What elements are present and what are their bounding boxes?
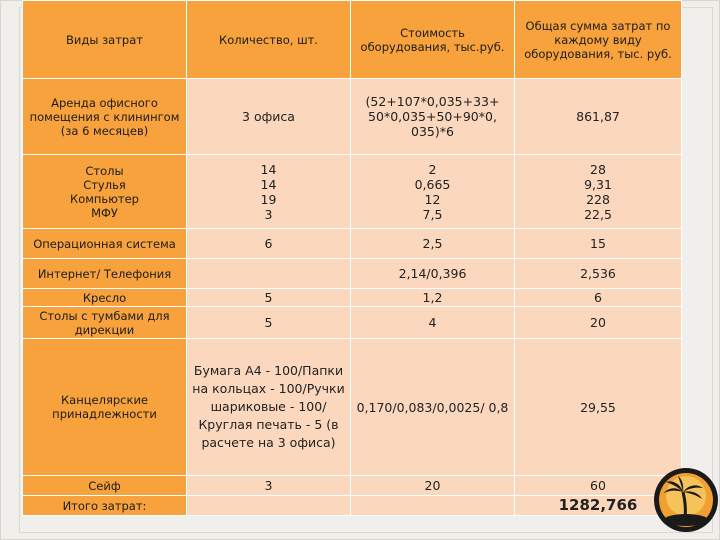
grand-total-label: Итого затрат: <box>23 496 187 516</box>
row-name: Канцелярские принадлежности <box>23 339 187 476</box>
row-name: Операционная система <box>23 229 187 259</box>
row-qty: 3 офиса <box>187 79 351 155</box>
row-cost: 2,5 <box>351 229 515 259</box>
row-total: 60 <box>515 476 682 496</box>
item-cost: 12 <box>424 191 441 207</box>
table-row <box>23 289 682 307</box>
item-cost: 7,5 <box>422 206 443 222</box>
row-qty: 5 <box>187 289 351 307</box>
grand-total-empty <box>187 496 351 516</box>
row-name: Кресло <box>23 289 187 307</box>
item-name: МФУ <box>91 205 118 220</box>
item-qty: 3 <box>264 206 273 222</box>
item-name: Стулья <box>83 177 126 192</box>
item-total: 22,5 <box>584 206 612 222</box>
item-cost: 0,665 <box>414 176 451 192</box>
item-total: 28 <box>590 161 606 177</box>
table-header-row <box>23 1 682 79</box>
table-row <box>23 229 682 259</box>
item-cost: 2 <box>428 161 437 177</box>
item-qty: 19 <box>260 191 277 207</box>
table-row <box>23 259 682 289</box>
row-qty: Бумага А4 - 100/Папки на кольцах - 100/Ручки шариковые - 100/Круглая печать - 5 (в расчете на 3 офиса) <box>187 339 351 476</box>
table-row <box>23 79 682 155</box>
row-total: 20 <box>515 307 682 339</box>
row-name: Аренда офисного помещения с клинингом (за 6 месяцев) <box>23 79 187 155</box>
row-total: 15 <box>515 229 682 259</box>
row-cost: 1,2 <box>351 289 515 307</box>
item-name: Компьютер <box>70 191 139 206</box>
row-cost: 4 <box>351 307 515 339</box>
row-name-group <box>23 155 187 229</box>
table-row <box>23 155 682 229</box>
row-qty: 3 <box>187 476 351 496</box>
grand-total-empty <box>351 496 515 516</box>
row-cost: 20 <box>351 476 515 496</box>
item-qty: 14 <box>260 161 277 177</box>
row-qty: 5 <box>187 307 351 339</box>
row-cost: 2,14/0,396 <box>351 259 515 289</box>
row-total: 2,536 <box>515 259 682 289</box>
table-row <box>23 476 682 496</box>
table-row <box>23 307 682 339</box>
table-row <box>23 339 682 476</box>
item-name: Столы <box>85 163 124 178</box>
header-cost-type: Виды затрат <box>23 1 187 79</box>
header-total-sum: Общая сумма затрат по каждому виду оборудования, тыс. руб. <box>515 1 682 79</box>
row-name: Интернет/ Телефония <box>23 259 187 289</box>
row-qty-group <box>187 155 351 229</box>
row-total-group <box>515 155 682 229</box>
header-quantity: Количество, шт. <box>187 1 351 79</box>
cost-table <box>22 0 682 516</box>
item-total: 9,31 <box>584 176 612 192</box>
item-total: 228 <box>586 191 610 207</box>
row-total: 6 <box>515 289 682 307</box>
header-equipment-cost: Стоимость оборудования, тыс.руб. <box>351 1 515 79</box>
table-total-row <box>23 496 682 516</box>
row-qty <box>187 259 351 289</box>
row-total: 29,55 <box>515 339 682 476</box>
row-cost-group <box>351 155 515 229</box>
item-qty: 14 <box>260 176 277 192</box>
row-cost: (52+107*0,035+33+ 50*0,035+50+90*0, 035)*6 <box>351 79 515 155</box>
row-cost: 0,170/0,083/0,0025/ 0,8 <box>351 339 515 476</box>
palm-island-logo-icon <box>652 466 720 534</box>
grand-total-value: 1282,766 <box>515 496 682 516</box>
row-qty: 6 <box>187 229 351 259</box>
row-total: 861,87 <box>515 79 682 155</box>
row-name: Сейф <box>23 476 187 496</box>
row-name: Столы с тумбами для дирекции <box>23 307 187 339</box>
